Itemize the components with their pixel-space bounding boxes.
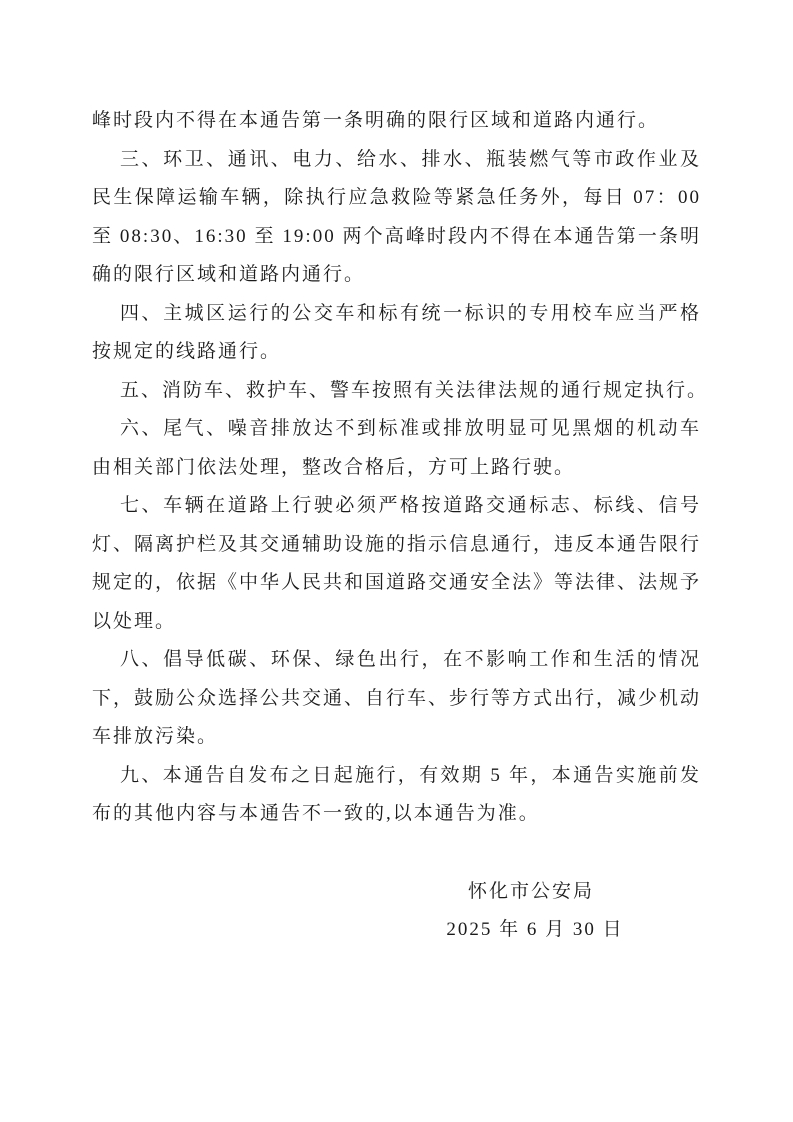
notice-line: 按规定的线路通行。 [92, 341, 282, 362]
issuer-signature: 怀化市公安局 [467, 881, 594, 902]
notice-line: 至 08:30、16:30 至 19:00 两个高峰时段内不得在本通告第一条明 [92, 225, 701, 247]
notice-line-item-8: 八、倡导低碳、环保、绿色出行，在不影响工作和生活的情况 [120, 649, 701, 670]
notice-line: 灯、隔离护栏及其交通辅助设施的指示信息通行，违反本通告限行 [92, 533, 701, 555]
notice-line: 峰时段内不得在本通告第一条明确的限行区域和道路内通行。 [92, 110, 660, 131]
notice-line: 以处理。 [92, 610, 177, 632]
notice-line-item-9: 九、本通告自发布之日起施行，有效期 5 年，本通告实施前发 [120, 764, 701, 786]
notice-line: 规定的，依据《中华人民共和国道路交通安全法》等法律、法规予 [92, 572, 701, 593]
notice-line: 布的其他内容与本通告不一致的,以本通告为准。 [92, 803, 540, 824]
notice-body [92, 102, 709, 834]
notice-line-item-4: 四、主城区运行的公交车和标有统一标识的专用校车应当严格 [120, 302, 701, 324]
notice-line: 由相关部门依法处理，整改合格后，方可上路行驶。 [92, 456, 576, 478]
notice-line-item-3: 三、环卫、通讯、电力、给水、排水、瓶装燃气等市政作业及 [120, 148, 701, 170]
notice-line: 车排放污染。 [92, 726, 219, 747]
notice-line: 确的限行区域和道路内通行。 [92, 264, 366, 285]
notice-line-item-7: 七、车辆在道路上行驶必须严格按道路交通标志、标线、信号 [120, 495, 701, 516]
issue-date: 2025 年 6 月 30 日 [446, 919, 624, 940]
notice-line-item-6: 六、尾气、噪音排放达不到标准或排放明显可见黑烟的机动车 [120, 418, 701, 439]
notice-line: 民生保障运输车辆，除执行应急救险等紧急任务外，每日 07：00 [92, 187, 701, 208]
notice-line-item-5: 五、消防车、救护车、警车按照有关法律法规的通行规定执行。 [120, 379, 709, 401]
notice-line: 下，鼓励公众选择公共交通、自行车、步行等方式出行，减少机动 [92, 687, 701, 709]
